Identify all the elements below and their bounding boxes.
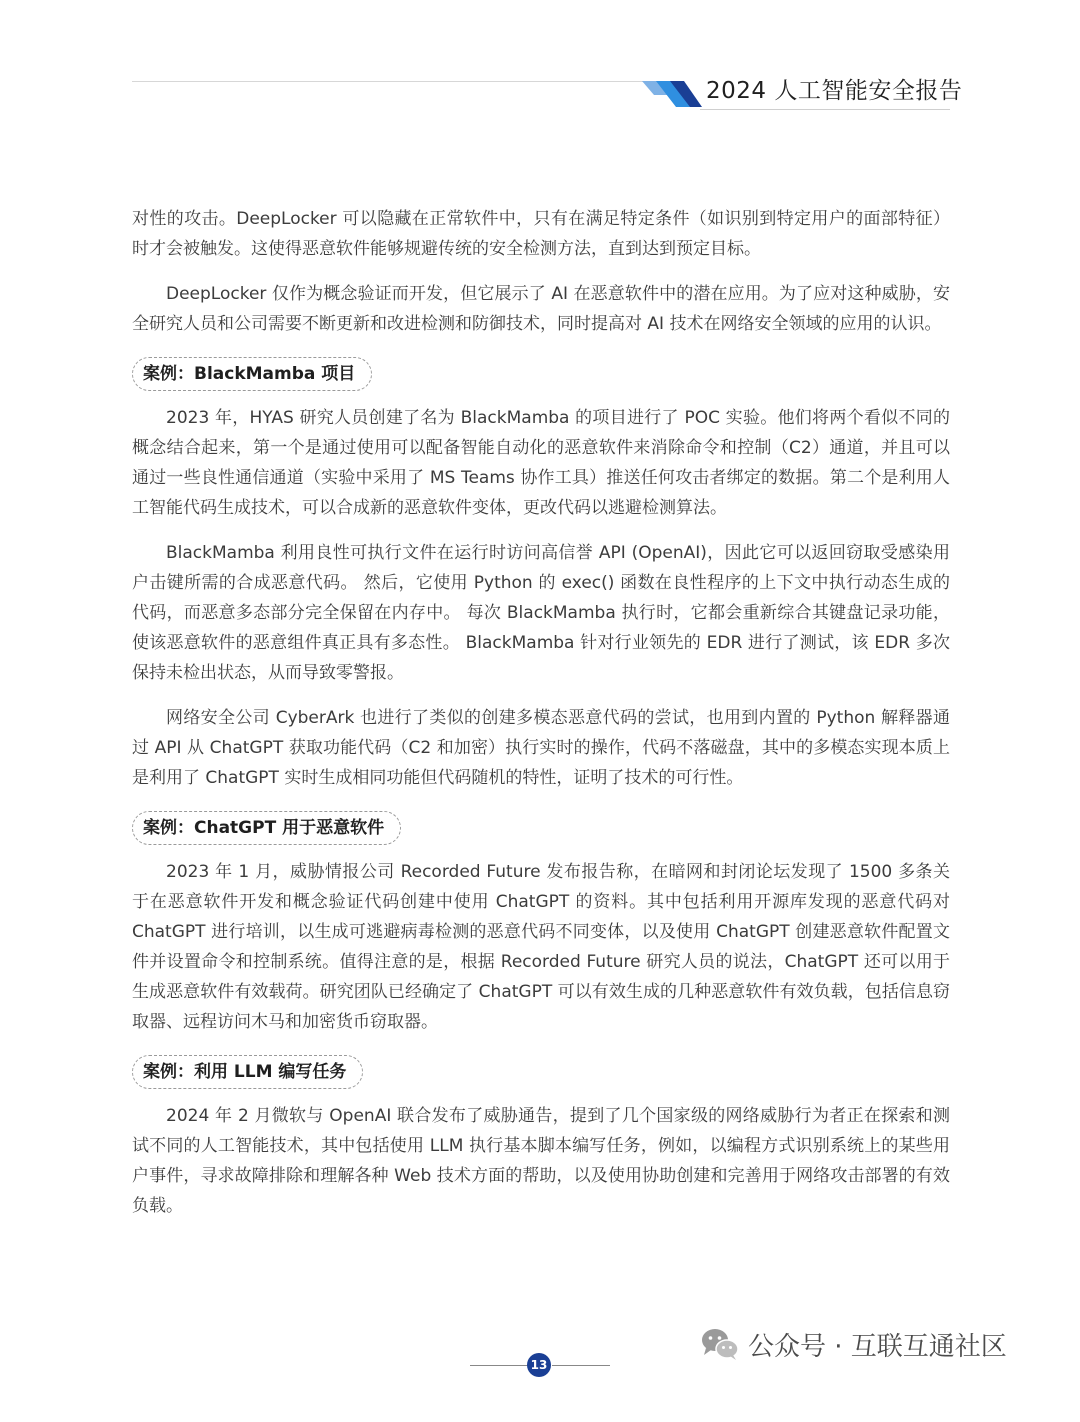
watermark bbox=[700, 1322, 1007, 1366]
case-heading-blackmamba: 案例：BlackMamba 项目 bbox=[132, 357, 372, 391]
wechat-icon bbox=[700, 1326, 740, 1362]
case-heading-chatgpt: 案例：ChatGPT 用于恶意软件 bbox=[132, 811, 401, 845]
paragraph: 2023 年 1 月，威胁情报公司 Recorded Future 发布报告称，在暗网和封闭论坛发现了 1500 多条关于在恶意软件开发和概念验证代码创建中使用 ChatGPT 的资料。其中包括利用开源库发现的恶意代码对 ChatGPT 进行培训，以生成可逃避病毒检测的恶意代码不同变体，以及使用 ChatGPT 创建恶意软件配置文件并设置命令和控制系统。值得注意的是，根据 Recorded Future 研究人员的说法，ChatGPT 还可以用于生成恶意软件有效载荷。研究团队已经确定了 ChatGPT 可以有效生成的几种恶意软件有效负载，包括信息窃取器、远程访问木马和加密货币窃取器。 bbox=[132, 862, 950, 1032]
paragraph: 对性的攻击。DeepLocker 可以隐藏在正常软件中，只有在满足特定条件（如识别到特定用户的面部特征）时才会被触发。这使得恶意软件能够规避传统的安全检测方法，直到达到预定目标。 bbox=[132, 209, 950, 259]
paragraph: 2024 年 2 月微软与 OpenAI 联合发布了威胁通告，提到了几个国家级的网络威胁行为者正在探索和测试不同的人工智能技术，其中包括使用 LLM 执行基本脚本编写任务，例如，以编程方式识别系统上的某些用户事件，寻求故障排除和理解各种 Web 技术方面的帮助，以及使用协助创建和完善用于网络攻击部署的有效负载。 bbox=[132, 1106, 950, 1216]
watermark-text: 公众号 · 互联互通社区 bbox=[748, 1331, 1007, 1362]
report-title: 2024 人工智能安全报告 bbox=[706, 78, 963, 104]
footer-rule-left bbox=[470, 1365, 528, 1366]
paragraph: 2023 年，HYAS 研究人员创建了名为 BlackMamba 的项目进行了 POC 实验。他们将两个看似不同的概念结合起来，第一个是通过使用可以配备智能自动化的恶意软件来消除命令和控制（C2）通道，并且可以通过一些良性通信通道（实验中采用了 MS Teams 协作工具）推送任何攻击者绑定的数据。第二个是利用人工智能代码生成技术，可以合成新的恶意软件变体，更改代码以逃避检测算法。 bbox=[132, 408, 950, 518]
header-rule bbox=[132, 81, 657, 82]
header-title-underline bbox=[700, 109, 950, 110]
paragraph: BlackMamba 利用良性可执行文件在运行时访问高信誉 API (OpenAI)，因此它可以返回窃取受感染用户击键所需的合成恶意代码。 然后，它使用 Python 的 exec() 函数在良性程序的上下文中执行动态生成的代码，而恶意多态部分完全保留在内存中。 每次 BlackMamba 执行时，它都会重新综合其键盘记录功能，使该恶意软件的恶意组件真正具有多态性。 BlackMamba 针对行业领先的 EDR 进行了测试，该 EDR 多次保持未检出状态，从而导致零警报。 bbox=[132, 543, 950, 683]
header-accent-shape bbox=[640, 79, 704, 109]
page-number: 13 bbox=[527, 1353, 551, 1377]
paragraph: 网络安全公司 CyberArk 也进行了类似的创建多模态恶意代码的尝试，也用到内置的 Python 解释器通过 API 从 ChatGPT 获取功能代码（C2 和加密）执行实时的操作，代码不落磁盘，其中的多模态实现本质上是利用了 ChatGPT 实时生成相同功能但代码随机的特性，证明了技术的可行性。 bbox=[132, 708, 950, 788]
footer-rule-right bbox=[552, 1365, 610, 1366]
article-body bbox=[132, 204, 950, 1236]
paragraph: DeepLocker 仅作为概念验证而开发，但它展示了 AI 在恶意软件中的潜在应用。为了应对这种威胁，安全研究人员和公司需要不断更新和改进检测和防御技术，同时提高对 AI 技术在网络安全领域的应用的认识。 bbox=[132, 284, 950, 334]
case-heading-llm: 案例：利用 LLM 编写任务 bbox=[132, 1055, 363, 1089]
